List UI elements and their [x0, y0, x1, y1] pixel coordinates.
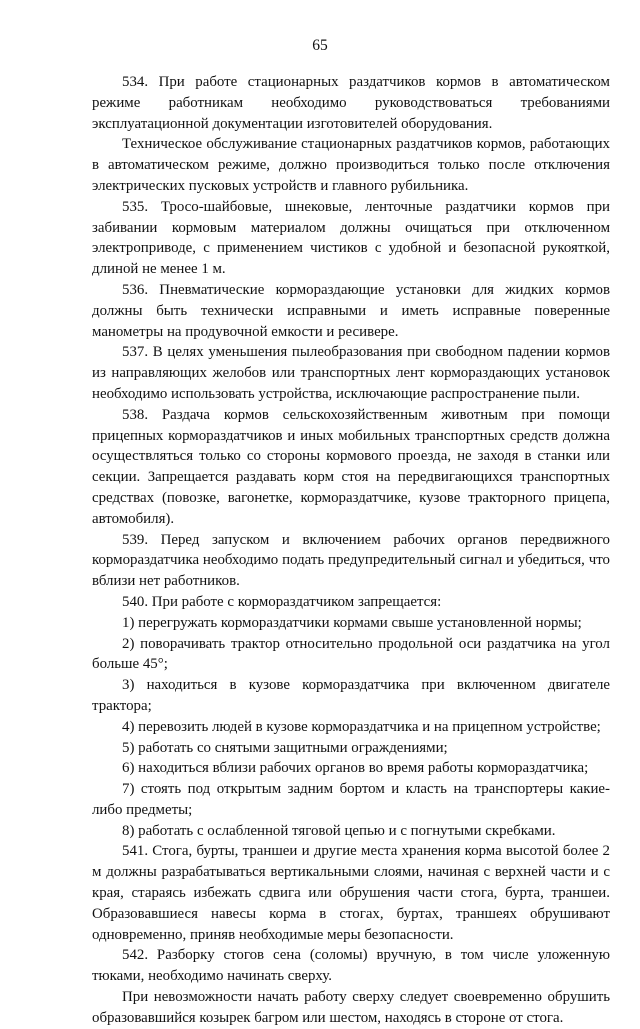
paragraph-540: 540. При работе с кормораздатчиком запрещается: — [122, 593, 442, 610]
list-item-540-8: 8) работать с ослабленной тяговой цепью и с погнутыми скребками. — [122, 822, 556, 839]
paragraph-541: 541. Стога, бурты, траншеи и другие места хранения корма высотой более 2 м должны разрабатываться вертикальными слоями, начиная с верхней части и с края, стараясь избежать сдвига или обрушения части стога, бурта, траншеи. Образовавшиеся навесы корма в стогах, буртах, траншеях обрушивают одновременно, приняв необходимые меры безопасности. — [92, 843, 610, 943]
list-item-540-6: 6) находиться вблизи рабочих органов во время работы кормораздатчика; — [122, 760, 589, 777]
list-item-540-3: 3) находиться в кузове кормораздатчика при включенном двигателе трактора; — [92, 677, 610, 714]
paragraph-542: 542. Разборку стогов сена (соломы) вручную, в том числе уложенную тюками, необходимо начинать сверху. — [92, 947, 610, 985]
paragraph-542-cornice: При невозможности начать работу сверху следует своевременно обрушить образовавшийся козырек багром или шестом, находясь в стороне от стога. — [92, 989, 610, 1026]
paragraph-535: 535. Тросо-шайбовые, шнековые, ленточные раздатчики кормов при забивании кормовым материалом должны очищаться при отключенном электроприводе, с применением чистиков с удобной и безопасной рукояткой, длиной не менее 1 м. — [92, 198, 610, 278]
paragraph-534: 534. При работе стационарных раздатчиков кормов в автоматическом режиме работникам необходимо руководствоваться требованиями эксплуатационной документации изготовителей оборудования. — [92, 74, 610, 132]
paragraph-536: 536. Пневматические кормораздающие установки для жидких кормов должны быть технически исправными и иметь исправные поверенные манометры на продувочной емкости и ресивере. — [92, 281, 610, 340]
list-item-540-1: 1) перегружать кормораздатчики кормами свыше установленной нормы; — [122, 614, 582, 631]
paragraph-534-maintenance: Техническое обслуживание стационарных раздатчиков кормов, работающих в автоматическом режиме, должно производиться только после отключения электрических пусковых устройств и главного рубильника. — [92, 136, 610, 194]
page-body — [92, 72, 610, 1029]
paragraph-537: 537. В целях уменьшения пылеобразования при свободном падении кормов из направляющих желобов или транспортных лент кормораздающих установок необходимо использовать устройства, исключающие распространение пыли. — [92, 344, 610, 402]
list-item-540-5: 5) работать со снятыми защитными ограждениями; — [122, 739, 448, 756]
page-number: 65 — [312, 37, 328, 54]
list-item-540-7: 7) стоять под открытым задним бортом и класть на транспортеры какие-либо предметы; — [92, 781, 610, 818]
list-item-540-4: 4) перевозить людей в кузове кормораздатчика и на прицепном устройстве; — [122, 718, 601, 735]
paragraph-539: 539. Перед запуском и включением рабочих органов передвижного кормораздатчика необходимо подать предупредительный сигнал и убедиться, что вблизи нет работников. — [92, 531, 610, 590]
paragraph-538: 538. Раздача кормов сельскохозяйственным животным при помощи прицепных кормораздатчиков и иных мобильных транспортных средств должна осуществляться только со стороны кормового проезда, не заходя в станки или секции. Запрещается раздавать корм стоя на передвигающихся транспортных средствах (повозке, вагонетке, кормораздатчике, кузове тракторного прицепа, автомобиля). — [92, 406, 610, 527]
list-item-540-2: 2) поворачивать трактор относительно продольной оси раздатчика на угол больше 45°; — [92, 635, 610, 673]
